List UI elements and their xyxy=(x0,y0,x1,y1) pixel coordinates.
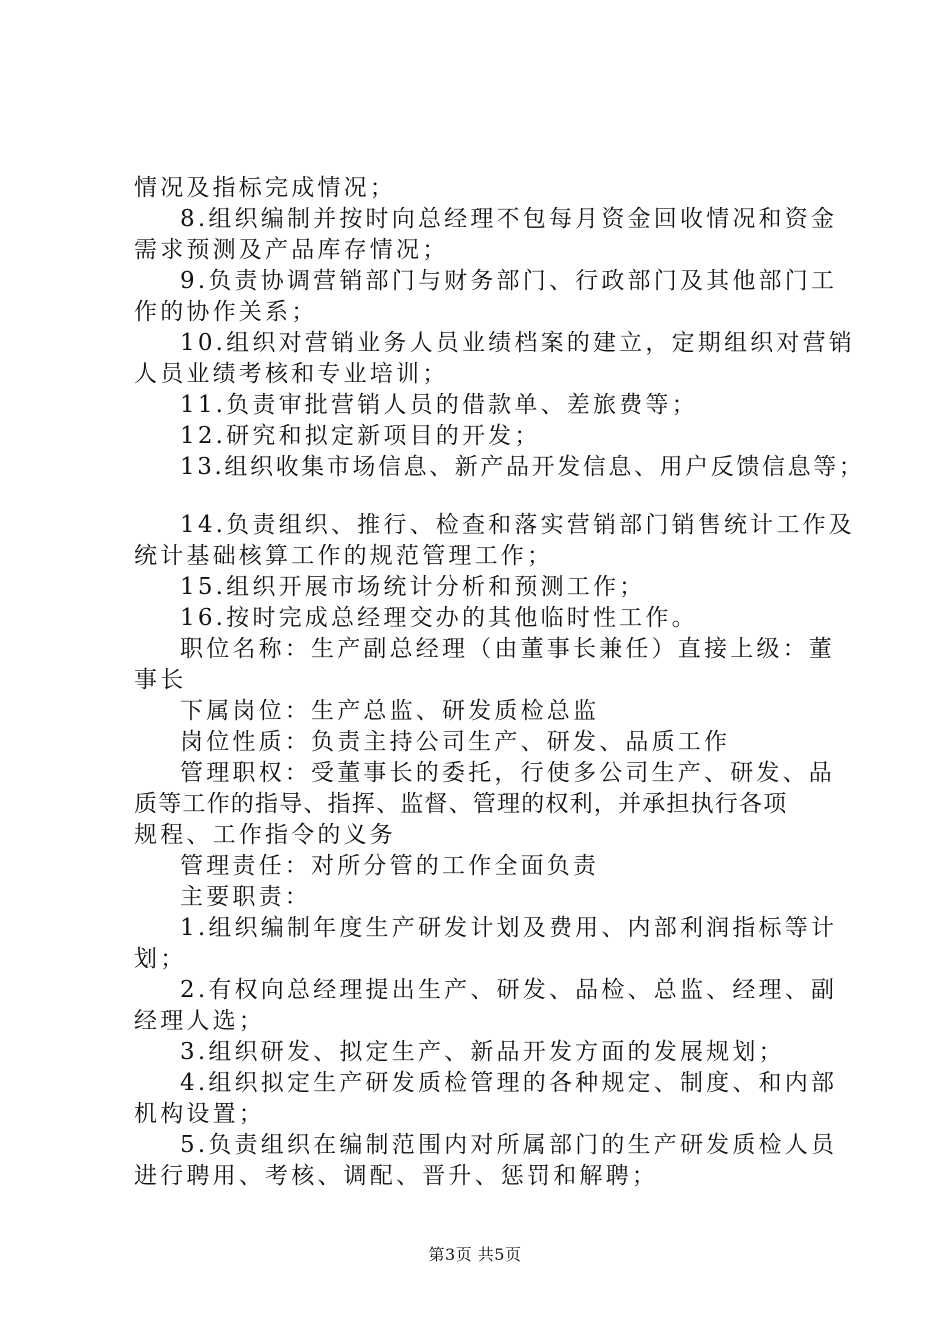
text-line: 5.负责组织在编制范围内对所属部门的生产研发质检人员 xyxy=(180,1132,838,1158)
text-line: 3.组织研发、拟定生产、新品开发方面的发展规划； xyxy=(180,1039,785,1065)
paragraph-gap xyxy=(134,483,834,510)
text-line: 8.组织编制并按时向总经理不包每月资金回收情况和资金 xyxy=(180,206,838,232)
text-line: 统计基础核算工作的规范管理工作； xyxy=(134,543,554,569)
text-line: 需求预测及产品库存情况； xyxy=(134,237,449,263)
text-line: 16.按时完成总经理交办的其他临时性工作。 xyxy=(180,605,698,631)
text-line: 划； xyxy=(134,946,187,972)
text-line: 机构设置； xyxy=(134,1101,265,1127)
text-line: 管理职权：受董事长的委托，行使多公司生产、研发、品 xyxy=(180,760,835,786)
text-line: 岗位性质：负责主持公司生产、研发、品质工作 xyxy=(180,729,731,755)
text-line: 12.研究和拟定新项目的开发； xyxy=(180,423,541,449)
text-line: 13.组织收集市场信息、新产品开发信息、用户反馈信息等； xyxy=(180,454,865,480)
text-line: 职位名称：生产副总经理（由董事长兼任）直接上级：董 xyxy=(180,636,835,662)
text-line: 主要职责： xyxy=(180,884,311,910)
text-line: 质等工作的指导、指挥、监督、管理的权利，并承担执行各项 xyxy=(134,791,788,817)
document-body xyxy=(134,173,865,1192)
text-line: 人员业绩考核和专业培训； xyxy=(134,361,449,387)
text-line: 15.组织开展市场统计分析和预测工作； xyxy=(180,574,646,600)
text-line: 2.有权向总经理提出生产、研发、品检、总监、经理、副 xyxy=(180,977,838,1003)
text-line: 10.组织对营销业务人员业绩档案的建立，定期组织对营销 xyxy=(180,330,855,356)
text-line: 4.组织拟定生产研发质检管理的各种规定、制度、和内部 xyxy=(180,1070,838,1096)
text-line: 14.负责组织、推行、检查和落实营销部门销售统计工作及 xyxy=(180,512,855,538)
text-line: 9.负责协调营销部门与财务部门、行政部门及其他部门工 xyxy=(180,268,838,294)
text-line: 情况及指标完成情况； xyxy=(134,175,396,201)
text-line: 11.负责审批营销人员的借款单、差旅费等； xyxy=(180,392,698,418)
text-line: 经理人选； xyxy=(134,1008,265,1034)
text-line: 作的协作关系； xyxy=(134,299,318,325)
text-line: 事长 xyxy=(134,667,187,693)
text-line: 进行聘用、考核、调配、晋升、惩罚和解聘； xyxy=(134,1163,658,1189)
text-line: 1.组织编制年度生产研发计划及费用、内部利润指标等计 xyxy=(180,915,838,941)
text-line: 下属岗位：生产总监、研发质检总监 xyxy=(180,698,600,724)
page-footer: 第3页 共5页 xyxy=(428,1245,522,1264)
text-line: 规程、工作指令的义务 xyxy=(134,822,396,848)
text-line: 管理责任：对所分管的工作全面负责 xyxy=(180,853,600,879)
